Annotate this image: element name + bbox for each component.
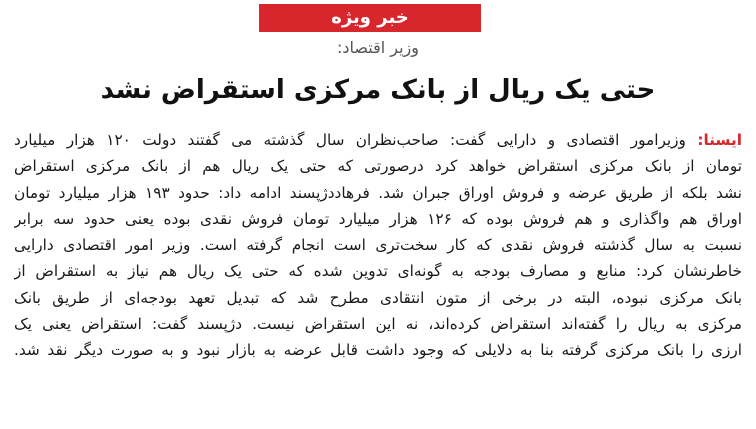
special-news-badge: خبر ویژه bbox=[259, 4, 481, 32]
article-line bbox=[14, 127, 742, 153]
article-line: نشد بلکه از طریق عرضه و فروش اوراق جبران شد. فرهاددژپسند ادامه داد: حدود ۱۹۳ هزار میلیارد تومان bbox=[14, 183, 742, 202]
article-headline: حتی یک ریال از بانک مرکزی استقراض نشد bbox=[100, 75, 656, 105]
article-line: مرکزی به ریال را گفته‌اند استقراض کرده‌اند، نه این استقراض نیست. دژپسند گفت: استقراض یعنی یک bbox=[14, 315, 742, 334]
article-line: بانک مرکزی نبوده، البته در برخی از متون انتقادی مطرح شد که تبدیل تعهد بودجه‌ای از طریق بانک bbox=[14, 288, 742, 307]
article-line: خاطرنشان کرد: منابع و مصارف بودجه به گونه‌ای تدوین شده که حتی یک ریال هم نیاز به استقراض از bbox=[14, 262, 742, 281]
article-kicker: وزیر اقتصاد: bbox=[336, 38, 419, 57]
article-line: ارزی را بانک مرکزی گرفته بنا به دلایلی که وجود داشت قابل عرضه به بازار نبود و به صورت دیگر نقد شد. bbox=[14, 341, 742, 360]
article-body bbox=[14, 127, 742, 364]
article-line: نسبت به سال گذشته فروش نقدی که کار سخت‌تری است انجام گرفته است. وزیر امور اقتصادی دارایی bbox=[14, 236, 742, 255]
article-lead-source: ایسنا: bbox=[697, 131, 742, 149]
article-line: تومان از بانک مرکزی استقراض خواهد کرد درصورتی که حتی یک ریال هم از بانک مرکزی استقراض bbox=[14, 157, 742, 176]
article-line-text: وزیرامور اقتصادی و دارایی گفت: صاحب‌نظران سال گذشته می گفتند دولت ۱۲۰ هزار میلیارد bbox=[14, 131, 686, 149]
article-line: اوراق هم واگذاری و هم فروش بوده که ۱۲۶ هزار میلیارد تومان فروش نقدی بوده یعنی حدود سه برابر bbox=[14, 209, 742, 228]
